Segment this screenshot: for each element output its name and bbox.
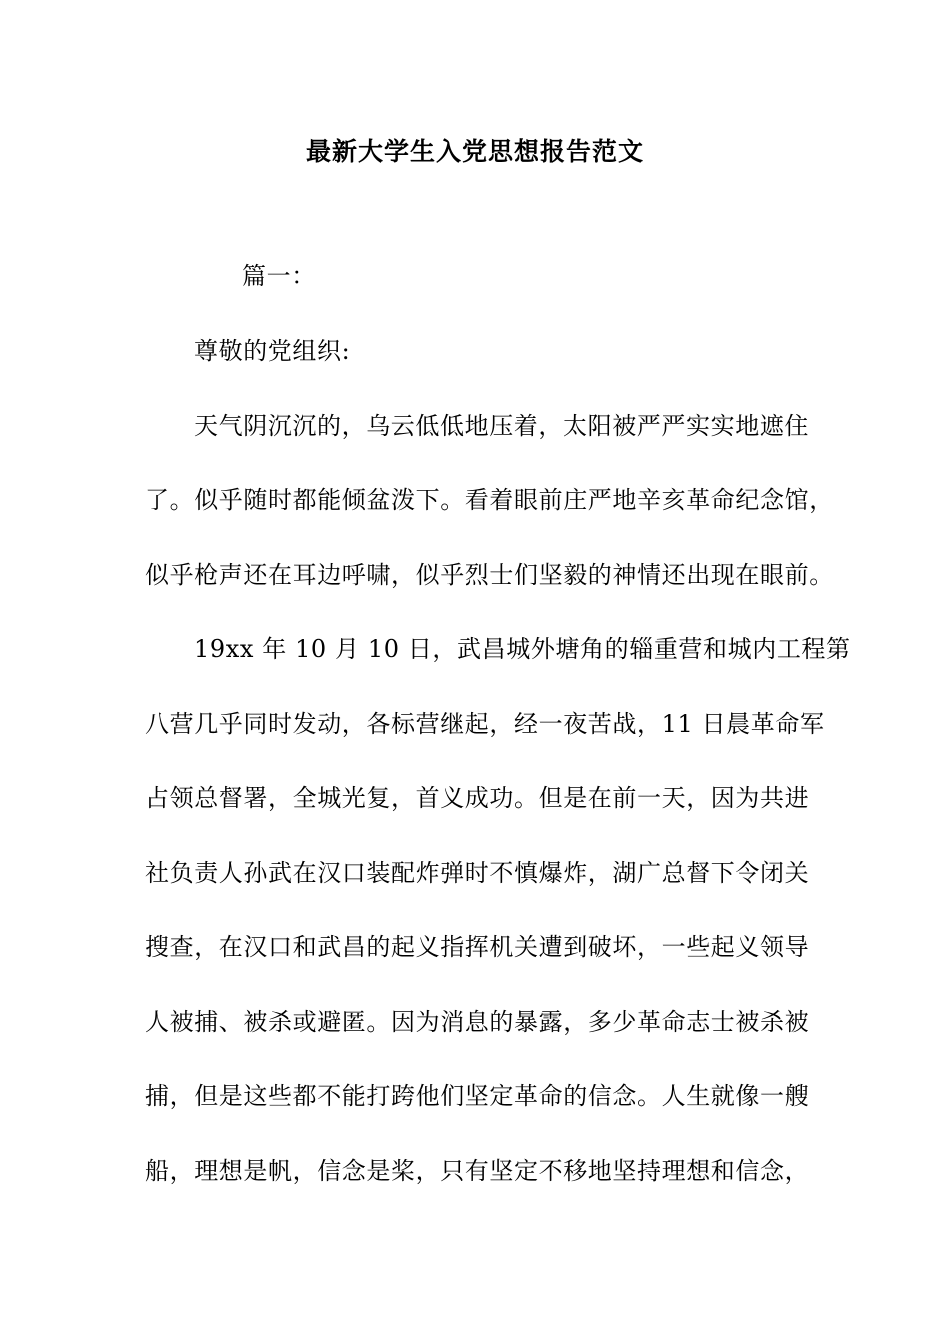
body-line: 19xx 年 10 月 10 日，武昌城外塘角的辎重营和城内工程第 (194, 635, 851, 663)
salutation: 尊敬的党组织: (194, 337, 351, 365)
body-line: 社负责人孙武在汉口装配炸弹时不慎爆炸，湖广总督下令闭关 (145, 859, 810, 887)
body-line: 人被捕、被杀或避匿。因为消息的暴露，多少革命志士被杀被 (145, 1008, 810, 1036)
document-title: 最新大学生入党思想报告范文 (305, 137, 644, 166)
section-label: 篇一： (242, 262, 316, 290)
body-line: 八营几乎同时发动，各标营继起，经一夜苦战，11 日晨革命军 (145, 710, 825, 738)
body-line: 捕，但是这些都不能打跨他们坚定革命的信念。人生就像一艘 (145, 1082, 810, 1110)
body-line: 船，理想是帆，信念是桨，只有坚定不移地坚持理想和信念， (145, 1157, 810, 1185)
body-line: 占领总督署，全城光复，首义成功。但是在前一天，因为共进 (145, 784, 810, 812)
body-line: 搜查，在汉口和武昌的起义指挥机关遭到破坏，一些起义领导 (145, 933, 810, 961)
body-line: 天气阴沉沉的，乌云低低地压着，太阳被严严实实地遮住 (194, 412, 809, 440)
body-line: 了。似乎随时都能倾盆泼下。看着眼前庄严地辛亥革命纪念馆， (145, 486, 834, 514)
body-line: 似乎枪声还在耳边呼啸，似乎烈士们坚毅的神情还出现在眼前。 (145, 561, 834, 589)
